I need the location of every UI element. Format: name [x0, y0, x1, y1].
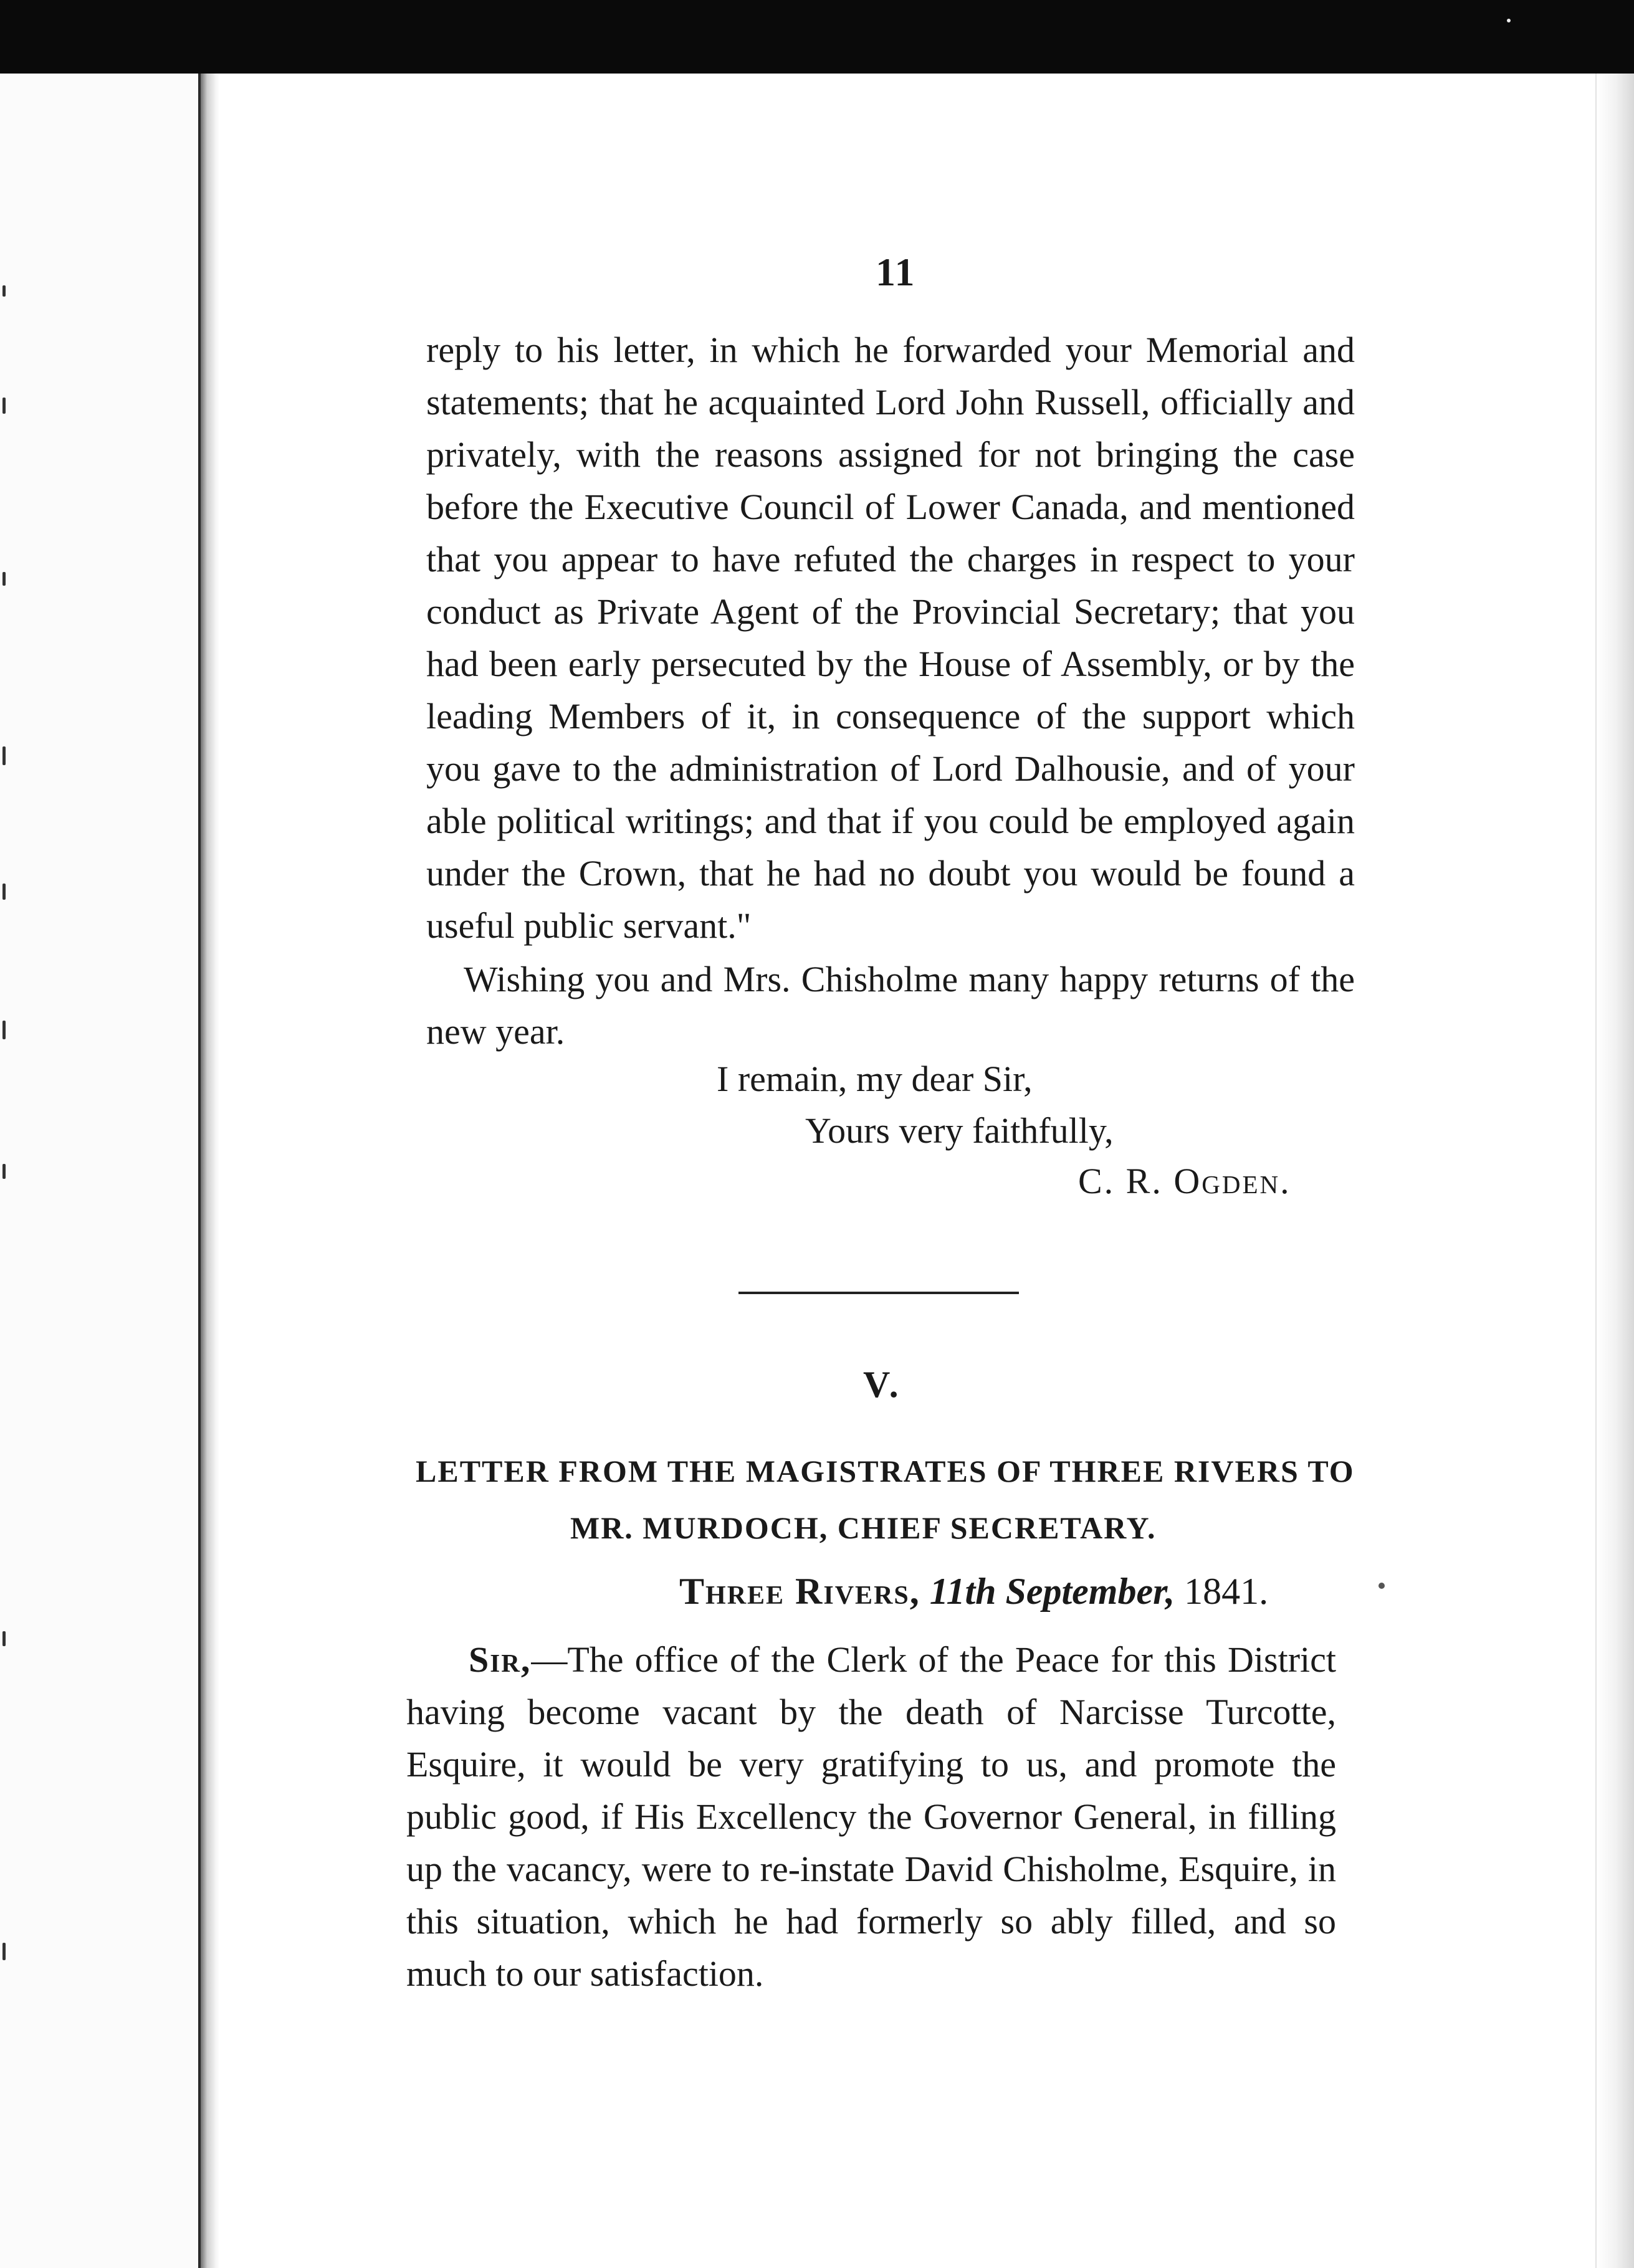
facing-page-mark [2, 285, 6, 297]
facing-page-edge [0, 74, 201, 2268]
letter-closing-line: I remain, my dear Sir, [717, 1059, 1033, 1099]
binding-gutter [201, 74, 219, 2268]
letter-body-text: —The office of the Clerk of the Peace for this District having become vacant by the death of Narcisse Turcotte, Esquire, it would be very gratifying to us, and promote the public good, if His Excellency the Governor General, in filling up the vacancy, were to re-instate David Chisholme, Esquire, in this situation, which he had formerly so ably filled, and so much to our satisfaction. [406, 1639, 1336, 1994]
scan-speck [1507, 19, 1511, 22]
dateline-day: 11th September, [929, 1571, 1175, 1612]
page-number: 11 [876, 250, 916, 294]
facing-page-mark [2, 1631, 6, 1646]
facing-page-mark [2, 746, 6, 765]
dateline-place: Three Rivers, [679, 1571, 920, 1612]
facing-page-mark [2, 572, 6, 586]
facing-page-mark [2, 1164, 6, 1179]
facing-page-mark [2, 1021, 6, 1039]
letter-dateline [679, 1570, 1268, 1613]
letter-closing-line: Yours very faithfully, [805, 1110, 1114, 1151]
facing-page-mark [2, 1943, 6, 1960]
letter-body [406, 1634, 1336, 2000]
facing-page-mark [2, 398, 6, 414]
signature-initials: C. R. [1078, 1161, 1174, 1201]
letter-wishes: Wishing you and Mrs. Chisholme many happy returns of the new year. [426, 959, 1355, 1052]
scan-top-border [0, 0, 1634, 74]
dateline-year: 1841. [1184, 1571, 1269, 1612]
signature-surname: Ogden. [1173, 1161, 1291, 1201]
letter-salutation: Sir, [469, 1639, 532, 1680]
letter-paragraph: reply to his letter, in which he forwarded your Memorial and statements; that he acquainted Lord John Russell, officially and privately, with the reasons assigned for not bringing the case before the Executive Council of Lower Canada, and mentioned that you appear to have refuted the charges in respect to your conduct as Private Agent of the Provincial Secretary; that you had been early persecuted by the House of Assembly, or by the leading Members of it, in consequence of the support which you gave to the administration of Lord Dalhousie, and of your able political writings; and that if you could be employed again under the Crown, that he had no doubt you would be found a useful public servant." [426, 330, 1355, 946]
section-heading: MR. MURDOCH, CHIEF SECRETARY. [570, 1510, 1157, 1545]
facing-page-mark [2, 884, 6, 900]
section-number: V. [863, 1364, 902, 1405]
page-right-edge [1595, 74, 1634, 2268]
scan-speck [1378, 1583, 1385, 1589]
letter-signature [1078, 1160, 1291, 1202]
section-separator-rule [738, 1292, 1019, 1294]
section-heading: LETTER FROM THE MAGISTRATES OF THREE RIVERS TO [416, 1454, 1355, 1489]
